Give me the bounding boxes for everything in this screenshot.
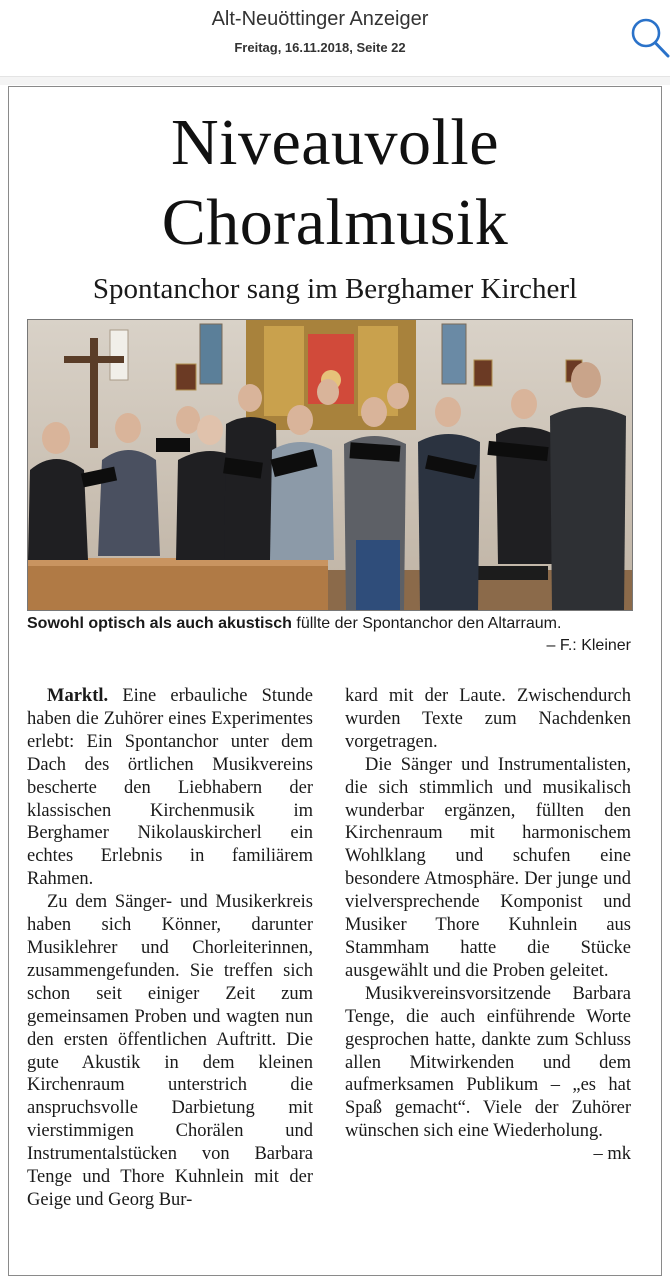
headline: [9, 103, 661, 263]
headline-line-1: Niveauvolle: [170, 106, 500, 179]
choir-photo: [27, 319, 633, 611]
caption-text: füllte der Spontanchor den Altarraum.: [291, 615, 562, 632]
search-button[interactable]: [628, 14, 670, 60]
author-sign: – mk: [593, 1144, 631, 1165]
dateline: Marktl.: [47, 686, 109, 706]
issue-date: Freitag, 16.11.2018, Seite 22: [234, 40, 406, 55]
caption-lead: Sowohl optisch als auch akustisch: [27, 615, 292, 632]
paragraph-1: Marktl. Eine erbauliche Stunde haben die Zuhörer eines Experimentes erlebt: Ein Spontanchor unter dem Dach des örtlichen Musikvereins bescherte den Liebhabern der klassischen Kirchenmusik im Berghamer Nikolauskircherl ein echtes Erlebnis in familiärem Rahmen.: [27, 686, 313, 890]
header-divider: [0, 77, 670, 85]
publication-title: Alt-Neuöttinger Anzeiger: [211, 8, 429, 30]
article-column-right: [345, 685, 631, 1166]
paragraph-2: Zu dem Sänger- und Musikerkreis haben sich Könner, darunter Musiklehrer und Chorleiterinnen, zusammengefunden. Sie treffen sich schon seit einiger Zeit zum gemeinsamen Proben und wagten nun den ersten öffentlichen Auftritt. Die gute Akustik in dem kleinen Kirchenraum unterstrich die anspruchsvolle Darbietung mit vierstimmigen Chorälen und Instrumentalstücken von Barbara Tenge und Thore Kuhnlein mit der Geige und Georg Bur-: [27, 892, 313, 1210]
paragraph-2-continued: kard mit der Laute. Zwischendurch wurden Texte zum Nachdenken vorgetragen.: [345, 686, 631, 752]
photo-caption: [27, 613, 631, 657]
paragraph-4: Musikvereinsvorsitzende Barbara Tenge, die auch einführende Worte gesprochen hatte, dankte zum Schluss allen Mitwirkenden und dem aufmerksamen Publikum – „es hat Spaß gemacht“. Viele der Zuhörer wünschen sich eine Wiederholung. – mk: [345, 983, 631, 1165]
subheadline: Spontanchor sang im Berghamer Kircherl: [92, 273, 578, 305]
app-header: [0, 0, 670, 77]
headline-line-2: Choralmusik: [161, 186, 509, 259]
article-clipping: [8, 86, 662, 1276]
article-column-left: [27, 685, 313, 1212]
photo-credit: – F.: Kleiner: [546, 637, 631, 654]
paragraph-3: Die Sänger und Instrumentalisten, die sich stimmlich und musikalisch wunderbar ergänzen, füllten den Kirchenraum mit harmonischem Wohlklang und schufen eine besondere Atmosphäre. Der junge und vielversprechende Komponist und Musiker Thore Kuhnlein aus Stammham hatte die Stücke ausgewählt und die Proben geleitet.: [345, 754, 631, 981]
search-icon: [628, 14, 670, 60]
